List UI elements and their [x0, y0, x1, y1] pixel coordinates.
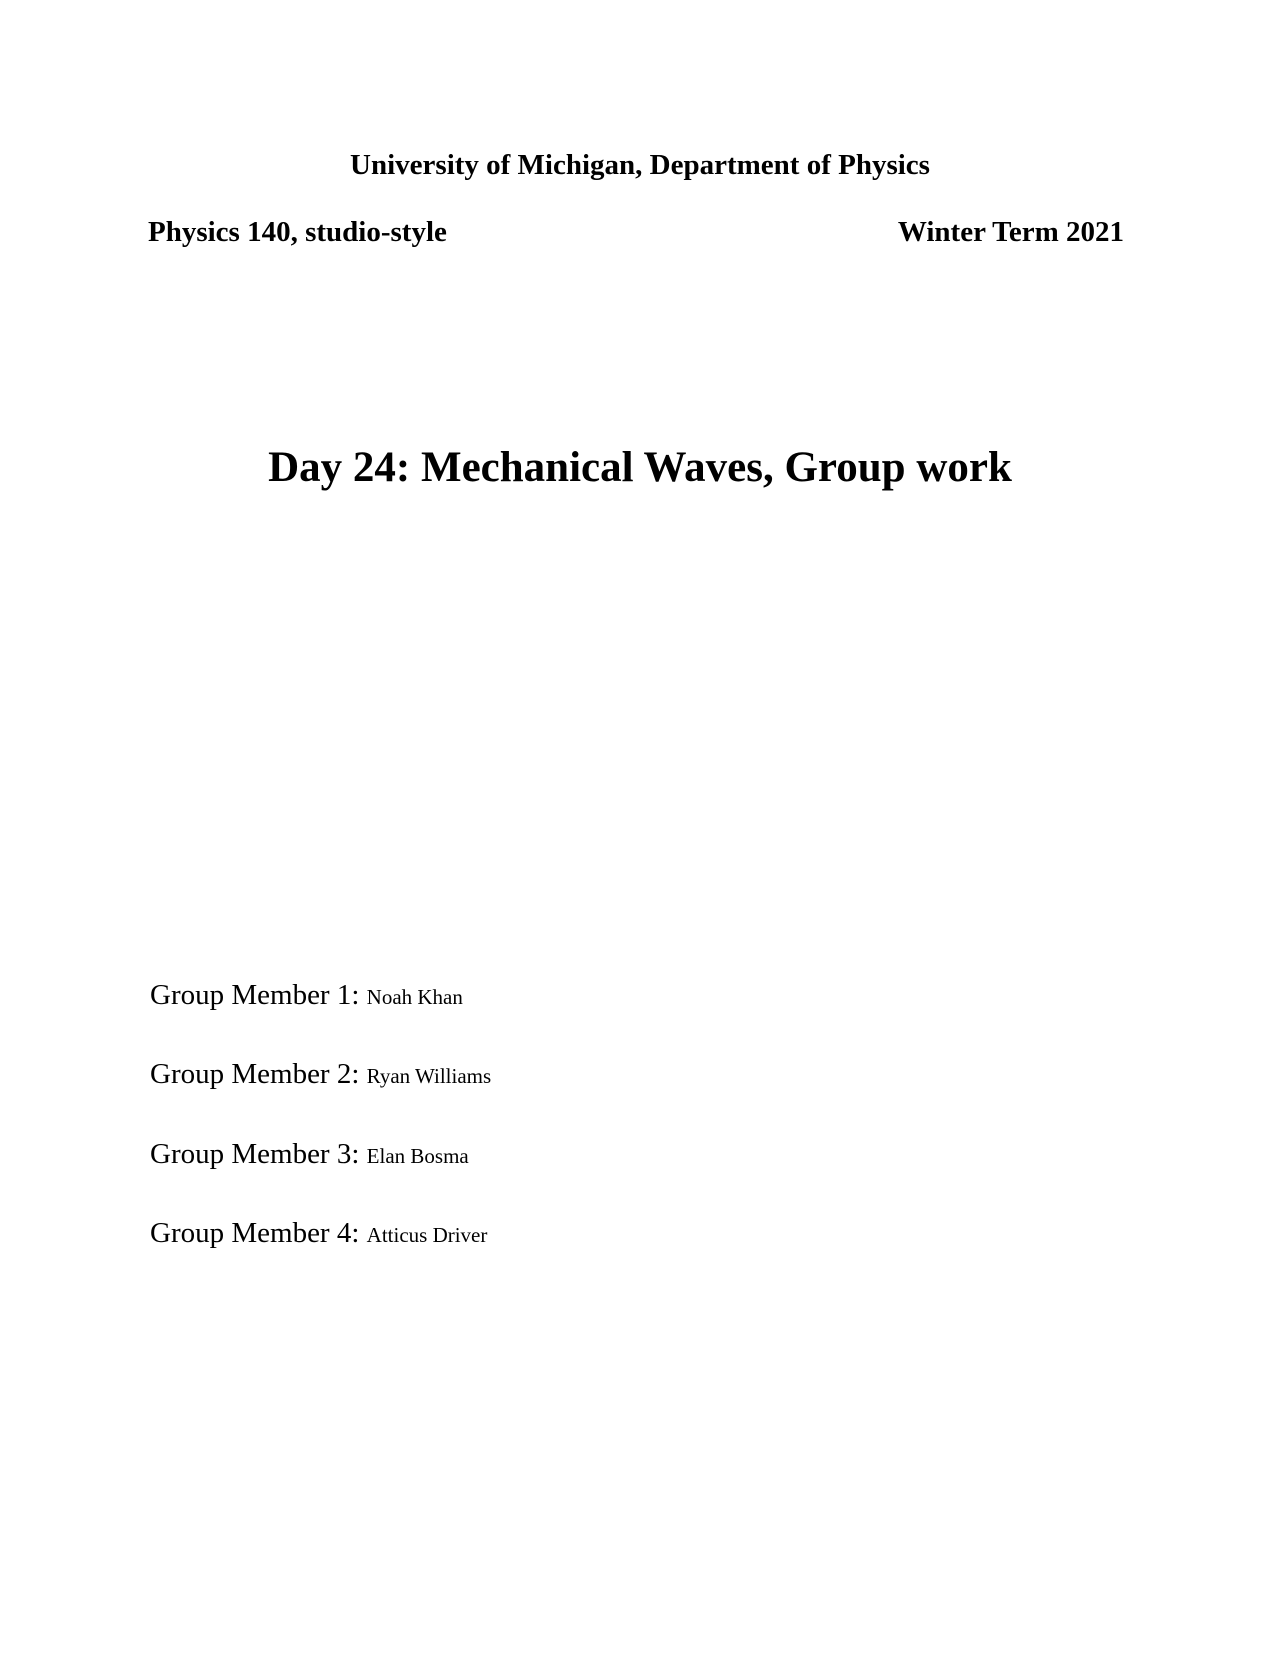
- course-name: Physics 140, studio-style: [148, 216, 447, 248]
- group-member-3: [150, 1136, 469, 1174]
- institution-heading: University of Michigan, Department of Physics: [350, 149, 930, 181]
- group-member-name: Noah Khan: [366, 985, 463, 1009]
- group-member-label: Group Member 3:: [150, 1138, 360, 1170]
- term-label: Winter Term 2021: [897, 216, 1124, 248]
- group-member-name: Ryan Williams: [366, 1064, 492, 1088]
- group-member-label: Group Member 2:: [150, 1058, 360, 1090]
- group-member-name: Atticus Driver: [366, 1223, 488, 1247]
- group-member-2: [150, 1056, 491, 1094]
- group-member-label: Group Member 1:: [150, 979, 360, 1011]
- group-member-4: [150, 1215, 487, 1253]
- group-member-1: [150, 977, 463, 1015]
- group-member-label: Group Member 4:: [150, 1217, 360, 1249]
- page-title: Day 24: Mechanical Waves, Group work: [268, 444, 1012, 491]
- group-member-name: Elan Bosma: [366, 1144, 469, 1168]
- course-info-row: [148, 214, 1124, 250]
